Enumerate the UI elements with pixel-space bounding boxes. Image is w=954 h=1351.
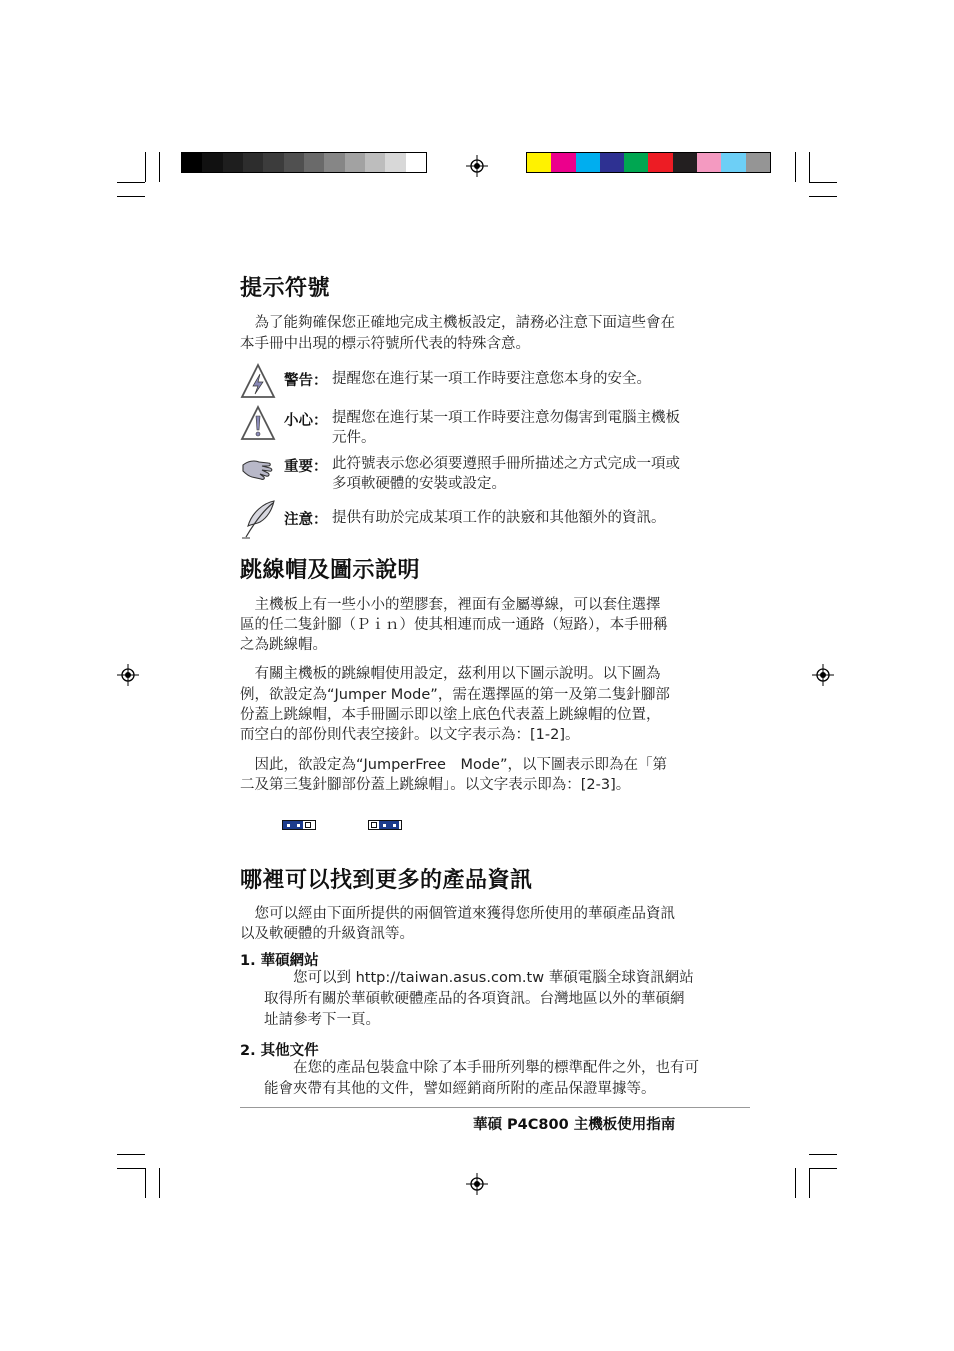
color-swatch bbox=[243, 153, 263, 172]
paragraph-line: 之為跳線帽。 bbox=[240, 637, 327, 653]
jumper-diagram-1-2 bbox=[282, 820, 316, 830]
paragraph-line: 以及軟硬體的升級資訊等。 bbox=[240, 926, 414, 942]
color-swatch bbox=[721, 153, 745, 172]
color-swatch bbox=[202, 153, 222, 172]
list-item-body: 您可以到 http://taiwan.asus.com.tw 華碩電腦全球資訊網站 bbox=[264, 970, 694, 986]
color-swatch bbox=[345, 153, 365, 172]
color-swatch bbox=[406, 153, 426, 172]
paragraph-line: 二及第三隻針腳部份蓋上跳線帽」。以文字表示即為：[2-3]。 bbox=[240, 777, 631, 793]
color-swatch bbox=[304, 153, 324, 172]
list-item-body: 在您的產品包裝盒中除了本手冊所列舉的標準配件之外，也有可 bbox=[264, 1060, 699, 1076]
jumper-pin-capped bbox=[283, 821, 293, 829]
color-swatch bbox=[223, 153, 243, 172]
list-item-title: 1. 華碩網站 bbox=[240, 953, 319, 969]
important-hand-icon bbox=[240, 455, 276, 485]
note-important: 重要： 此符號表示您必須要遵照手冊所描述之方式完成一項或 多項軟硬體的安裝或設定。 bbox=[240, 451, 720, 496]
registration-mark-icon bbox=[117, 664, 139, 686]
color-swatch bbox=[648, 153, 672, 172]
jumper-pin-open bbox=[369, 821, 379, 829]
color-swatch bbox=[284, 153, 304, 172]
grayscale-color-bar bbox=[181, 152, 427, 173]
warning-lightning-icon bbox=[240, 362, 276, 400]
note-caution: 小心： 提醒您在進行某一項工作時要注意勿傷害到電腦主機板 元件。 bbox=[240, 404, 720, 449]
paragraph-line: 因此，欲設定為“JumperFree Mode”，以下圖表示即為在「第 bbox=[240, 757, 667, 773]
section-title-jumpers: 跳線帽及圖示說明 bbox=[240, 558, 421, 583]
list-item-title: 2. 其他文件 bbox=[240, 1043, 319, 1059]
section-title-symbols: 提示符號 bbox=[240, 276, 331, 301]
jumper-pin-capped bbox=[293, 821, 303, 829]
color-swatch bbox=[324, 153, 344, 172]
paragraph-line: 您可以經由下面所提供的兩個管道來獲得您所使用的華碩產品資訊 bbox=[240, 906, 675, 922]
footer-divider bbox=[240, 1107, 750, 1108]
color-swatch bbox=[624, 153, 648, 172]
list-item-body: 取得所有關於華碩軟硬體產品的各項資訊。台灣地區以外的華碩網 bbox=[264, 991, 685, 1007]
caution-exclamation-icon bbox=[240, 404, 276, 442]
paragraph-line: 而空白的部份則代表空接針。以文字表示為：[1-2]。 bbox=[240, 727, 580, 743]
paragraph-line: 為了能夠確保您正確地完成主機板設定，請務必注意下面這些會在 bbox=[240, 315, 675, 331]
color-swatch bbox=[697, 153, 721, 172]
jumper-pin-open bbox=[303, 821, 313, 829]
jumper-pin-capped bbox=[389, 821, 399, 829]
process-color-bar bbox=[526, 152, 771, 173]
jumper-pin-capped bbox=[379, 821, 389, 829]
registration-mark-icon bbox=[466, 1173, 488, 1195]
registration-mark-icon bbox=[466, 155, 488, 177]
note-feather-icon bbox=[240, 498, 278, 540]
color-swatch bbox=[746, 153, 770, 172]
registration-mark-icon bbox=[812, 664, 834, 686]
paragraph-line: 有關主機板的跳線帽使用設定，茲利用以下圖示說明。以下圖為 bbox=[240, 666, 661, 682]
color-swatch bbox=[551, 153, 575, 172]
color-swatch bbox=[182, 153, 202, 172]
color-swatch bbox=[600, 153, 624, 172]
color-swatch bbox=[527, 153, 551, 172]
color-swatch bbox=[385, 153, 405, 172]
paragraph-line: 區的任二隻針腳（Ｐｉｎ）使其相連而成一通路（短路），本手冊稱 bbox=[240, 617, 668, 633]
note-warning: 警告： 提醒您在進行某一項工作時要注意您本身的安全。 bbox=[240, 362, 720, 402]
note-tip: 注意： 提供有助於完成某項工作的訣竅和其他額外的資訊。 bbox=[240, 498, 720, 540]
paragraph-line: 主機板上有一些小小的塑膠套，裡面有金屬導線，可以套住選擇 bbox=[240, 597, 661, 613]
color-swatch bbox=[365, 153, 385, 172]
paragraph-line: 本手冊中出現的標示符號所代表的特殊含意。 bbox=[240, 336, 530, 352]
paragraph-line: 例，欲設定為“Jumper Mode”，需在選擇區的第一及第二隻針腳部 bbox=[240, 687, 670, 703]
section-title-more-info: 哪裡可以找到更多的產品資訊 bbox=[240, 868, 533, 893]
list-item-body: 能會夾帶有其他的文件，譬如經銷商所附的產品保證單據等。 bbox=[264, 1081, 656, 1097]
page-footer: 華碩 P4C800 主機板使用指南 bbox=[473, 1117, 676, 1133]
color-swatch bbox=[576, 153, 600, 172]
jumper-diagram-2-3 bbox=[368, 820, 402, 830]
paragraph-line: 份蓋上跳線帽，本手冊圖示即以塗上底色代表蓋上跳線帽的位置， bbox=[240, 707, 661, 723]
color-swatch bbox=[673, 153, 697, 172]
list-item-body: 址請參考下一頁。 bbox=[264, 1012, 380, 1028]
color-swatch bbox=[263, 153, 283, 172]
